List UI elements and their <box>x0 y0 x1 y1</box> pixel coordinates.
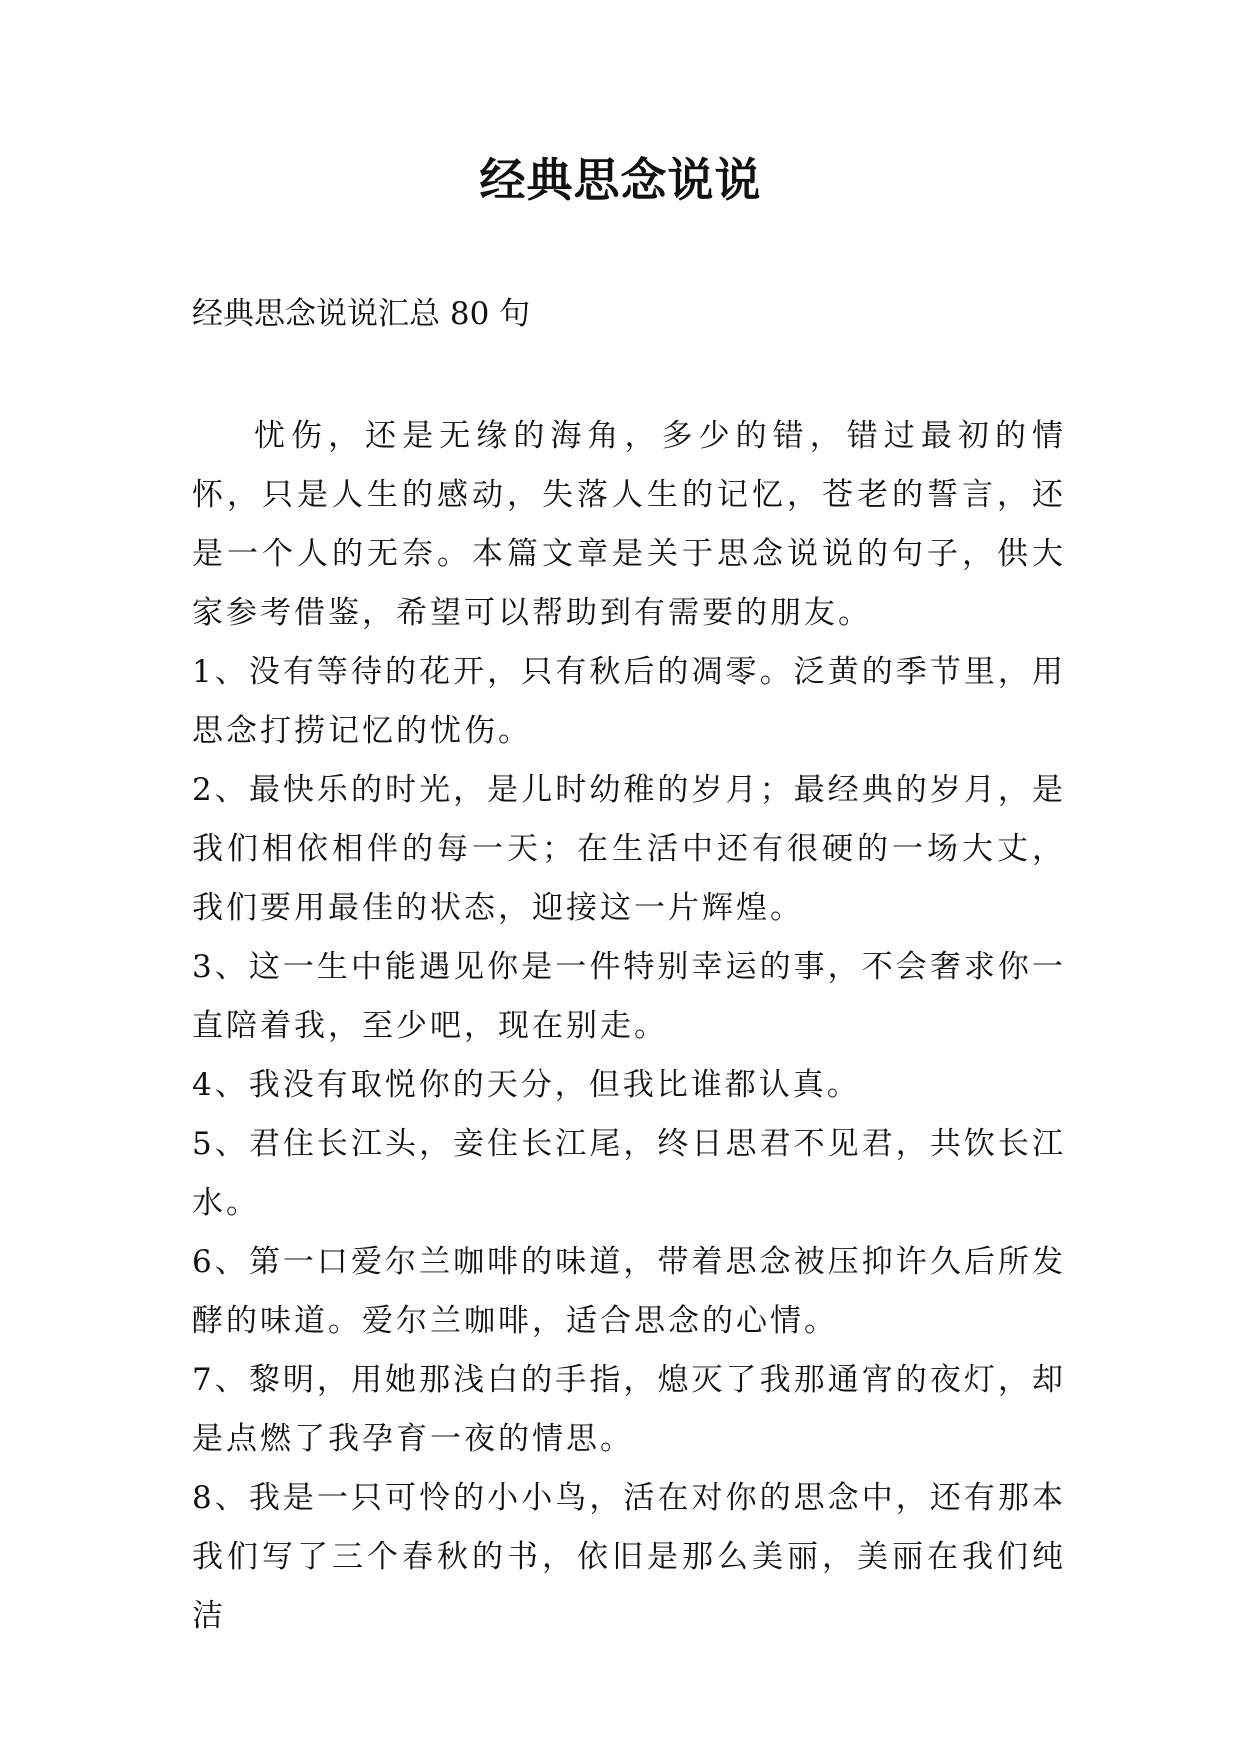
list-item: 6、第一口爱尔兰咖啡的味道，带着思念被压抑许久后所发酵的味道。爱尔兰咖啡，适合思念的心情。 <box>192 1244 1066 1339</box>
list-item: 3、这一生中能遇见你是一件特别幸运的事，不会奢求你一直陪着我，至少吧，现在别走。 <box>192 949 1066 1044</box>
page-title: 经典思念说说 <box>479 153 762 207</box>
list-item: 4、我没有取悦你的天分，但我比谁都认真。 <box>192 1067 861 1103</box>
list-item: 8、我是一只可怜的小小鸟，活在对你的思念中，还有那本我们写了三个春秋的书，依旧是那么美丽，美丽在我们纯洁 <box>192 1480 1066 1634</box>
document-body <box>192 407 1066 1646</box>
list-item: 5、君住长江头，妾住长江尾，终日思君不见君，共饮长江水。 <box>192 1126 1066 1221</box>
list-item: 7、黎明，用她那浅白的手指，熄灭了我那通宵的夜灯，却是点燃了我孕育一夜的情思。 <box>192 1362 1066 1457</box>
document-subtitle: 经典思念说说汇总 80 句 <box>192 296 531 332</box>
list-item: 1、没有等待的花开，只有秋后的凋零。泛黄的季节里，用思念打捞记忆的忧伤。 <box>192 654 1066 749</box>
intro-paragraph: 忧伤，还是无缘的海角，多少的错，错过最初的情怀，只是人生的感动，失落人生的记忆，苍老的誓言，还是一个人的无奈。本篇文章是关于思念说说的句子，供大家参考借鉴，希望可以帮助到有需要的朋友。 <box>192 418 1066 631</box>
list-item: 2、最快乐的时光，是儿时幼稚的岁月；最经典的岁月，是我们相依相伴的每一天；在生活中还有很硬的一场大丈，我们要用最佳的状态，迎接这一片辉煌。 <box>192 772 1066 926</box>
